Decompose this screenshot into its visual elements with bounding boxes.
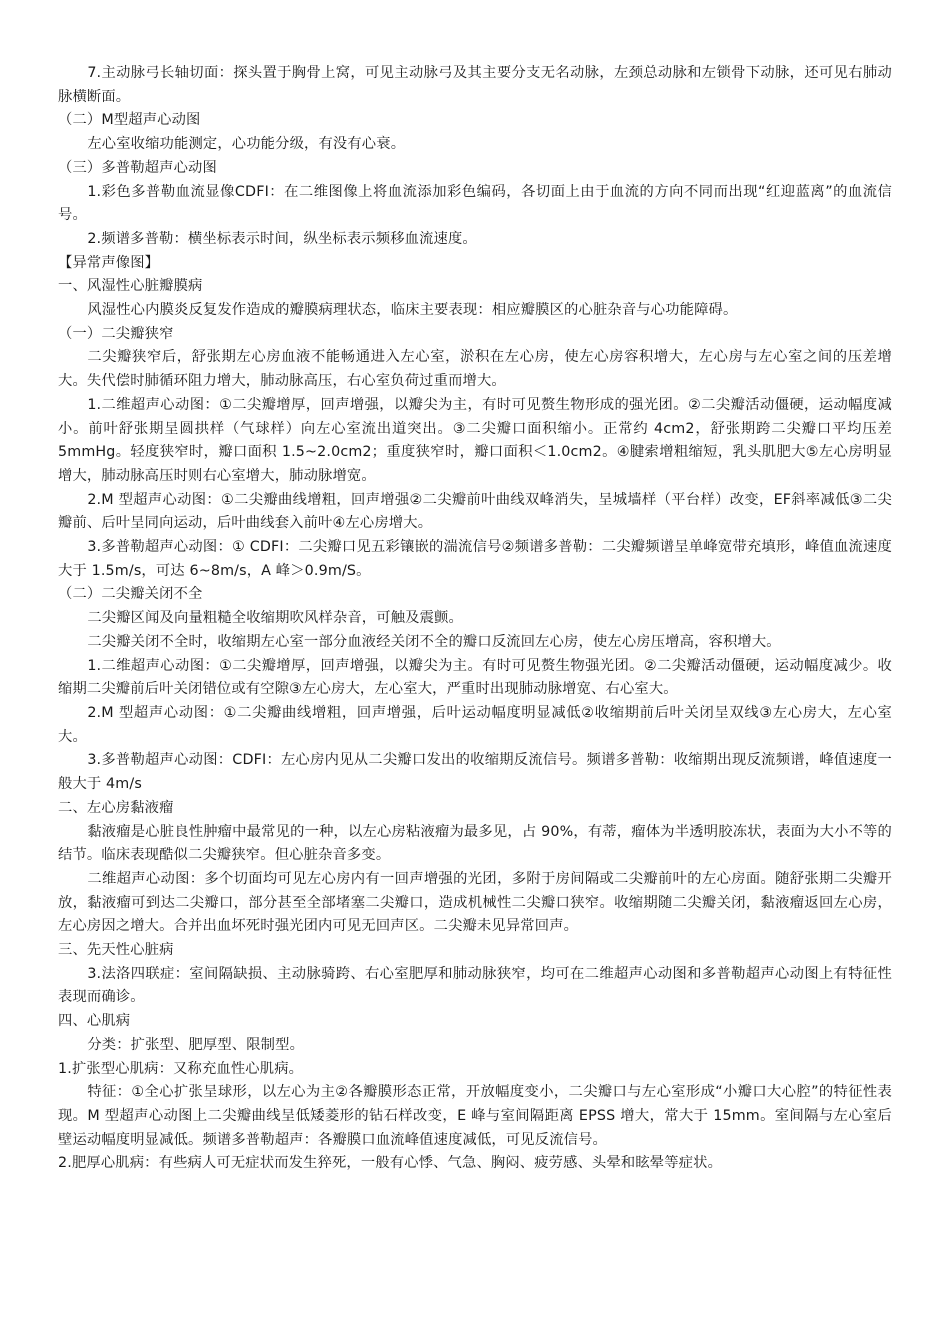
paragraph-mr-doppler: 3.多普勒超声心动图：CDFI：左心房内见从二尖瓣口发出的收缩期反流信号。频谱多普勒：收缩期出现反流频谱，峰值速度一般大于 4m/s	[58, 752, 892, 793]
paragraph-aortic-arch-view: 7.主动脉弓长轴切面：探头置于胸骨上窝，可见主动脉弓及其主要分支无名动脉，左颈总动脉和左锁骨下动脉，还可见右肺动脉横断面。	[58, 65, 892, 105]
paragraph-m-mode: 左心室收缩功能测定，心功能分级，有没有心衰。	[87, 136, 406, 153]
heading-congenital-heart-disease: 三、先天性心脏病	[58, 942, 174, 959]
heading-rheumatic-valve: 一、风湿性心脏瓣膜病	[58, 278, 203, 295]
paragraph-ms-m-mode: 2.M 型超声心动图：①二尖瓣曲线增粗，回声增强②二尖瓣前叶曲线双峰消失，呈城墙样（平台样）改变，EF斜率减低③二尖瓣前、后叶呈同向运动，后叶曲线套入前叶④左心房增大。	[58, 491, 892, 532]
paragraph-ms-2d-echo: 1.二维超声心动图：①二尖瓣增厚，回声增强，以瓣尖为主，有时可见赘生物形成的强光团。②二尖瓣活动僵硬，运动幅度减小。前叶舒张期呈圆拱样（气球样）向左心室流出道突出。③二尖瓣口面积缩小。正常约 4cm2，舒张期跨二尖瓣口平均压差 5mmHg。轻度狭窄时，瓣口面积 1.5~2.0cm2；重度狭窄时，瓣口面积＜1.0cm2。④腱索增粗缩短，乳头肌肥大⑤左心房明显增大，肺动脉高压时则右心室增大，肺动脉增宽。	[58, 396, 892, 484]
heading-left-atrial-myxoma: 二、左心房黏液瘤	[58, 799, 174, 816]
heading-mitral-stenosis: （一）二尖瓣狭窄	[58, 325, 174, 342]
paragraph-mr-intro: 二尖瓣关闭不全时，收缩期左心室一部分血液经关闭不全的瓣口反流回左心房，使左心房压增高，容积增大。	[87, 633, 781, 650]
heading-mitral-regurgitation: （二）二尖瓣关闭不全	[58, 586, 203, 603]
paragraph-cdfi: 1.彩色多普勒血流显像CDFI：在二维图像上将血流添加彩色编码，各切面上由于血流的方向不同而出现“红迎蓝离”的血流信号。	[58, 183, 892, 224]
paragraph-mitral-stenosis-intro: 二尖瓣狭窄后，舒张期左心房血液不能畅通进入左心室，淤积在左心房，使左心房容积增大，左心房与左心室之间的压差增大。失代偿时肺循环阻力增大，肺动脉高压，右心室负荷过重而增大。	[58, 349, 892, 390]
paragraph-spectral-doppler: 2.频谱多普勒：横坐标表示时间，纵坐标表示频移血流速度。	[87, 230, 477, 247]
paragraph-rheumatic-intro: 风湿性心内膜炎反复发作造成的瓣膜病理状态，临床主要表现：相应瓣膜区的心脏杂音与心功能障碍。	[87, 302, 738, 319]
paragraph-mr-murmur: 二尖瓣区闻及向量粗糙全收缩期吹风样杂音，可触及震颤。	[87, 610, 463, 627]
heading-abnormal-images: 【异常声像图】	[58, 254, 160, 271]
paragraph-mr-m-mode: 2.M 型超声心动图：①二尖瓣曲线增粗，回声增强，后叶运动幅度明显减低②收缩期前后叶关闭呈双线③左心房大，左心室大。	[58, 704, 892, 745]
paragraph-tetralogy-of-fallot: 3.法洛四联症：室间隔缺损、主动脉骑跨、右心室肥厚和肺动脉狭窄，均可在二维超声心动图和多普勒超声心动图上有特征性表现而确诊。	[58, 965, 892, 1006]
heading-doppler: （三）多普勒超声心动图	[58, 159, 217, 176]
heading-m-mode: （二）M型超声心动图	[58, 112, 201, 129]
paragraph-cardiomyopathy-types: 分类：扩张型、肥厚型、限制型。	[87, 1036, 305, 1053]
paragraph-myxoma-intro: 黏液瘤是心脏良性肿瘤中最常见的一种，以左心房粘液瘤为最多见，占 90%，有蒂，瘤体为半透明胶冻状，表面为大小不等的结节。临床表现酷似二尖瓣狭窄。但心脏杂音多变。	[58, 823, 892, 864]
heading-cardiomyopathy: 四、心肌病	[58, 1013, 131, 1030]
paragraph-mr-2d-echo: 1.二维超声心动图：①二尖瓣增厚，回声增强，以瓣尖为主。有时可见赘生物强光团。②二尖瓣活动僵硬，运动幅度减少。收缩期二尖瓣前后叶关闭错位或有空隙③左心房大，左心室大，严重时出现肺动脉增宽、右心室大。	[58, 657, 892, 698]
paragraph-ms-doppler: 3.多普勒超声心动图：① CDFI：二尖瓣口见五彩镶嵌的湍流信号②频谱多普勒：二尖瓣频谱呈单峰宽带充填形，峰值血流速度大于 1.5m/s，可达 6~8m/s，A 峰＞0.9m/S。	[58, 539, 892, 579]
paragraph-dcm-features: 特征：①全心扩张呈球形，以左心为主②各瓣膜形态正常，开放幅度变小，二尖瓣口与左心室形成“小瓣口大心腔”的特征性表现。M 型超声心动图上二尖瓣曲线呈低矮菱形的钻石样改变，E 峰与室间隔距离 EPSS 增大，常大于 15mm。室间隔与左心室后壁运动幅度明显减低。频谱多普勒超声：各瓣膜口血流峰值速度减低，可见反流信号。	[58, 1084, 892, 1148]
paragraph-hypertrophic-cardiomyopathy: 2.肥厚心肌病：有些病人可无症状而发生猝死，一般有心悸、气急、胸闷、疲劳感、头晕和眩晕等症状。	[58, 1155, 723, 1172]
heading-dilated-cardiomyopathy: 1.扩张型心肌病：又称充血性心肌病。	[58, 1060, 304, 1077]
paragraph-myxoma-2d-echo: 二维超声心动图：多个切面均可见左心房内有一回声增强的光团，多附于房间隔或二尖瓣前叶的左心房面。随舒张期二尖瓣开放，黏液瘤可到达二尖瓣口，部分甚至全部堵塞二尖瓣口，造成机械性二尖瓣口狭窄。收缩期随二尖瓣关闭，黏液瘤返回左心房，左心房因之增大。合并出血坏死时强光团内可见无回声区。二尖瓣未见异常回声。	[58, 870, 892, 935]
